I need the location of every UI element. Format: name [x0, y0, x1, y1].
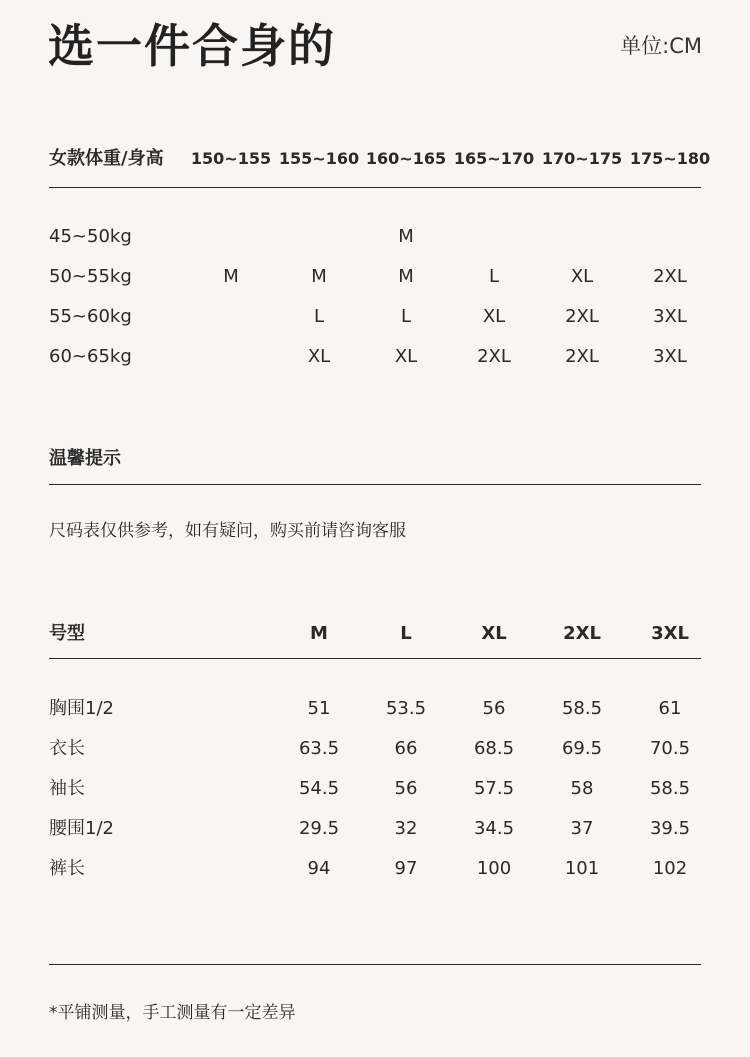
- measure-value: 97: [394, 858, 418, 879]
- table-row: [49, 734, 701, 764]
- size-cell: 2XL: [565, 306, 599, 327]
- size-cell: M: [398, 226, 414, 247]
- table-row: [49, 262, 701, 292]
- table-row: [49, 854, 701, 884]
- height-range: 150~155: [190, 149, 272, 168]
- measure-value: 70.5: [649, 738, 691, 759]
- size-cell: 3XL: [653, 306, 687, 327]
- size-cell: 2XL: [477, 346, 511, 367]
- measure-name: 袖长: [49, 778, 85, 799]
- table-row: [49, 342, 701, 372]
- measure-name: 裤长: [49, 858, 85, 879]
- divider: [49, 187, 701, 188]
- size-header: XL: [481, 623, 507, 644]
- measure-value: 58.5: [649, 778, 691, 799]
- measure-chart-header-label: 号型: [49, 623, 85, 644]
- table-row: [49, 222, 701, 252]
- size-cell: M: [311, 266, 327, 287]
- measure-value: 63.5: [298, 738, 340, 759]
- measure-value: 56: [482, 698, 506, 719]
- measure-value: 53.5: [385, 698, 427, 719]
- weight-range: 60~65kg: [49, 346, 132, 367]
- size-header: M: [310, 623, 328, 644]
- measure-value: 68.5: [473, 738, 515, 759]
- table-row: [49, 814, 701, 844]
- size-cell: L: [400, 306, 412, 327]
- weight-range: 55~60kg: [49, 306, 132, 327]
- divider: [49, 484, 701, 485]
- height-range: 165~170: [453, 149, 535, 168]
- measure-name: 腰围1/2: [49, 818, 114, 839]
- measure-value: 29.5: [298, 818, 340, 839]
- measure-value: 102: [652, 858, 688, 879]
- size-cell: XL: [482, 306, 506, 327]
- size-cell: XL: [307, 346, 331, 367]
- size-chart-header: [49, 144, 711, 174]
- page-title: 选一件合身的: [48, 19, 336, 73]
- weight-range: 45~50kg: [49, 226, 132, 247]
- measure-value: 57.5: [473, 778, 515, 799]
- size-cell: L: [488, 266, 500, 287]
- table-row: [49, 774, 701, 804]
- size-header: L: [400, 623, 412, 644]
- size-cell: 2XL: [565, 346, 599, 367]
- measure-value: 39.5: [649, 818, 691, 839]
- measure-value: 94: [307, 858, 331, 879]
- divider: [49, 964, 701, 965]
- measure-value: 61: [658, 698, 682, 719]
- measure-value: 58.5: [561, 698, 603, 719]
- measure-value: 56: [394, 778, 418, 799]
- unit-label: 单位:CM: [620, 34, 702, 58]
- height-range: 175~180: [629, 149, 711, 168]
- divider: [49, 658, 701, 659]
- measure-value: 101: [564, 858, 600, 879]
- size-cell: 2XL: [653, 266, 687, 287]
- size-header: 3XL: [651, 623, 689, 644]
- tip-title: 温馨提示: [49, 448, 121, 469]
- footnote: *平铺测量，手工测量有一定差异: [49, 1003, 296, 1023]
- table-row: [49, 694, 701, 724]
- measure-value: 69.5: [561, 738, 603, 759]
- height-range: 155~160: [278, 149, 360, 168]
- height-range: 160~165: [365, 149, 447, 168]
- measure-value: 66: [394, 738, 418, 759]
- measure-value: 37: [570, 818, 594, 839]
- measure-value: 51: [307, 698, 331, 719]
- measure-value: 32: [394, 818, 418, 839]
- measure-value: 58: [570, 778, 594, 799]
- size-chart-header-label: 女款体重/身高: [49, 148, 164, 169]
- measure-value: 34.5: [473, 818, 515, 839]
- measure-name: 衣长: [49, 738, 85, 759]
- size-cell: M: [398, 266, 414, 287]
- measure-chart-header: [49, 619, 701, 649]
- size-header: 2XL: [563, 623, 601, 644]
- height-range: 170~175: [541, 149, 623, 168]
- tip-text: 尺码表仅供参考，如有疑问，购买前请咨询客服: [49, 521, 406, 541]
- table-row: [49, 302, 701, 332]
- measure-name: 胸围1/2: [49, 698, 114, 719]
- measure-value: 54.5: [298, 778, 340, 799]
- size-cell: 3XL: [653, 346, 687, 367]
- size-cell: M: [223, 266, 239, 287]
- size-cell: XL: [394, 346, 418, 367]
- measure-value: 100: [476, 858, 512, 879]
- weight-range: 50~55kg: [49, 266, 132, 287]
- size-cell: XL: [570, 266, 594, 287]
- size-cell: L: [313, 306, 325, 327]
